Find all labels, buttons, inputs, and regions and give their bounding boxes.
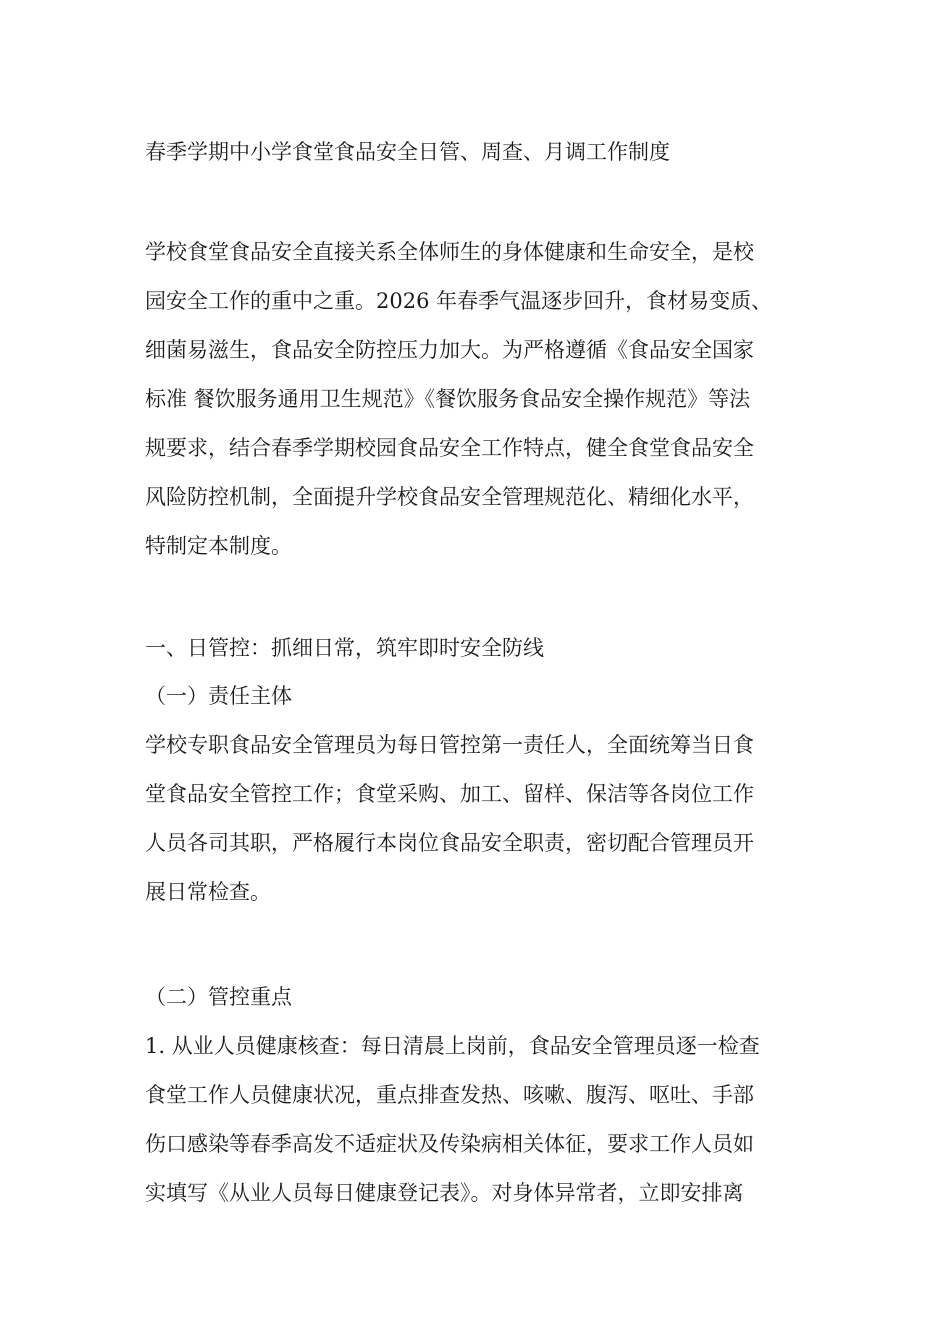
intro-paragraph	[145, 228, 815, 571]
paragraph-line: 实填写《从业人员每日健康登记表》。对身体异常者，立即安排离	[145, 1181, 744, 1205]
responsibility-paragraph	[145, 721, 815, 917]
paragraph-line: 标准 餐饮服务通用卫生规范》《餐饮服务食品安全操作规范》等法	[145, 387, 751, 411]
paragraph-line: 学校食堂食品安全直接关系全体师生的身体健康和生命安全，是校	[145, 240, 754, 264]
control-points-paragraph	[145, 1022, 815, 1218]
subsection-heading: （二）管控重点	[145, 985, 292, 1009]
paragraph-line: 学校专职食品安全管理员为每日管控第一责任人，全面统筹当日食	[145, 733, 754, 757]
paragraph-line: 人员各司其职，严格履行本岗位食品安全职责，密切配合管理员开	[145, 831, 754, 855]
paragraph-line: 园安全工作的重中之重。2026 年春季气温逐步回升，食材易变质、	[145, 289, 773, 313]
paragraph-line: 堂食品安全管控工作；食堂采购、加工、留样、保洁等各岗位工作	[145, 782, 754, 806]
section-heading: 一、日管控：抓细日常，筑牢即时安全防线	[145, 636, 544, 660]
paragraph-line: 展日常检查。	[145, 880, 271, 904]
paragraph-line: 食堂工作人员健康状况，重点排查发热、咳嗽、腹泻、呕吐、手部	[145, 1083, 754, 1107]
subsection-heading: （一）责任主体	[145, 684, 292, 708]
paragraph-line: 特制定本制度。	[145, 534, 292, 558]
paragraph-line: 规要求，结合春季学期校园食品安全工作特点，健全食堂食品安全	[145, 436, 754, 460]
paragraph-line: 1. 从业人员健康核查：每日清晨上岗前，食品安全管理员逐一检查	[145, 1034, 760, 1058]
paragraph-line: 伤口感染等春季高发不适症状及传染病相关体征，要求工作人员如	[145, 1132, 754, 1156]
document-title: 春季学期中小学食堂食品安全日管、周查、月调工作制度	[145, 140, 670, 164]
paragraph-line: 细菌易滋生，食品安全防控压力加大。为严格遵循《食品安全国家	[145, 338, 754, 362]
paragraph-line: 风险防控机制，全面提升学校食品安全管理规范化、精细化水平，	[145, 485, 754, 509]
